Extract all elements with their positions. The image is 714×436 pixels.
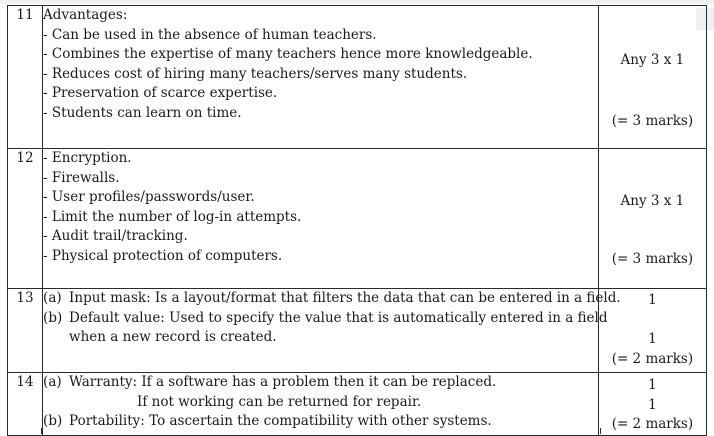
table-row-11 [8, 6, 707, 149]
table-row-13 [8, 289, 707, 373]
sub-label: (a) [43, 290, 62, 306]
answer-line: - Can be used in the absence of human teachers. [43, 26, 377, 43]
answer-line: - User profiles/passwords/user. [43, 189, 255, 206]
answer-line: - Students can learn on time. [43, 104, 242, 121]
mark-value: 1 [648, 396, 657, 413]
sub-continuation: If not working can be returned for repair. [137, 393, 422, 410]
question-number: 11 [8, 6, 43, 149]
marks-total: (= 3 marks) [611, 251, 694, 267]
sub-text: Warranty: If a software has a problem then it can be replaced. [69, 374, 497, 390]
answer-line: - Limit the number of log-in attempts. [43, 208, 302, 225]
question-number: 13 [8, 289, 43, 373]
marks-allocation: Any 3 x 1 [620, 52, 685, 68]
marks-total: (= 3 marks) [611, 113, 694, 129]
table-continuation-lines [7, 428, 708, 434]
answer-cell [43, 6, 599, 149]
marks-cell [598, 6, 706, 149]
mark-value: 1 [648, 331, 657, 347]
sub-answer-a [43, 373, 598, 393]
marks-cell [598, 289, 706, 373]
question-number: 14 [8, 373, 43, 436]
answer-line: - Audit trail/tracking. [43, 228, 188, 245]
answer-heading: Advantages: [43, 7, 128, 23]
sub-text: Default value: Used to specify the value that is automatically entered in a field [69, 309, 608, 326]
answer-cell [43, 149, 599, 289]
marks-cell [598, 149, 706, 289]
table-row-12 [8, 149, 707, 289]
answer-line: - Combines the expertise of many teachers hence more knowledgeable. [43, 46, 533, 63]
sub-label: (a) [43, 374, 62, 390]
answer-line: - Preservation of scarce expertise. [43, 85, 278, 102]
answer-line: - Encryption. [43, 150, 132, 166]
sub-text: Portability: To ascertain the compatibility with other systems. [69, 413, 492, 430]
mark-value: 1 [648, 292, 657, 308]
answer-cell [43, 289, 621, 373]
marks-allocation: Any 3 x 1 [620, 193, 685, 209]
sub-answer-a [43, 289, 621, 309]
sub-label: (b) [43, 309, 63, 326]
scan-edge [0, 0, 714, 4]
table-row-14 [8, 373, 707, 436]
answer-line: - Reduces cost of hiring many teachers/serves many students. [43, 65, 468, 82]
question-number: 12 [8, 149, 43, 289]
mark-value: 1 [648, 377, 657, 393]
marks-total: (= 2 marks) [611, 416, 694, 433]
sub-text: Input mask: Is a layout/format that filters the data that can be entered in a field. [69, 290, 621, 306]
marking-scheme-table [7, 5, 707, 436]
answer-cell [43, 373, 599, 436]
sub-continuation: when a new record is created. [69, 329, 277, 346]
answer-line: - Firewalls. [43, 169, 120, 186]
table-continuation-edge [706, 428, 707, 434]
marks-cell [598, 373, 706, 436]
sub-answer-b [43, 309, 608, 329]
marks-total: (= 2 marks) [611, 351, 694, 367]
sub-label: (b) [43, 413, 63, 430]
answer-line: - Physical protection of computers. [43, 247, 283, 264]
